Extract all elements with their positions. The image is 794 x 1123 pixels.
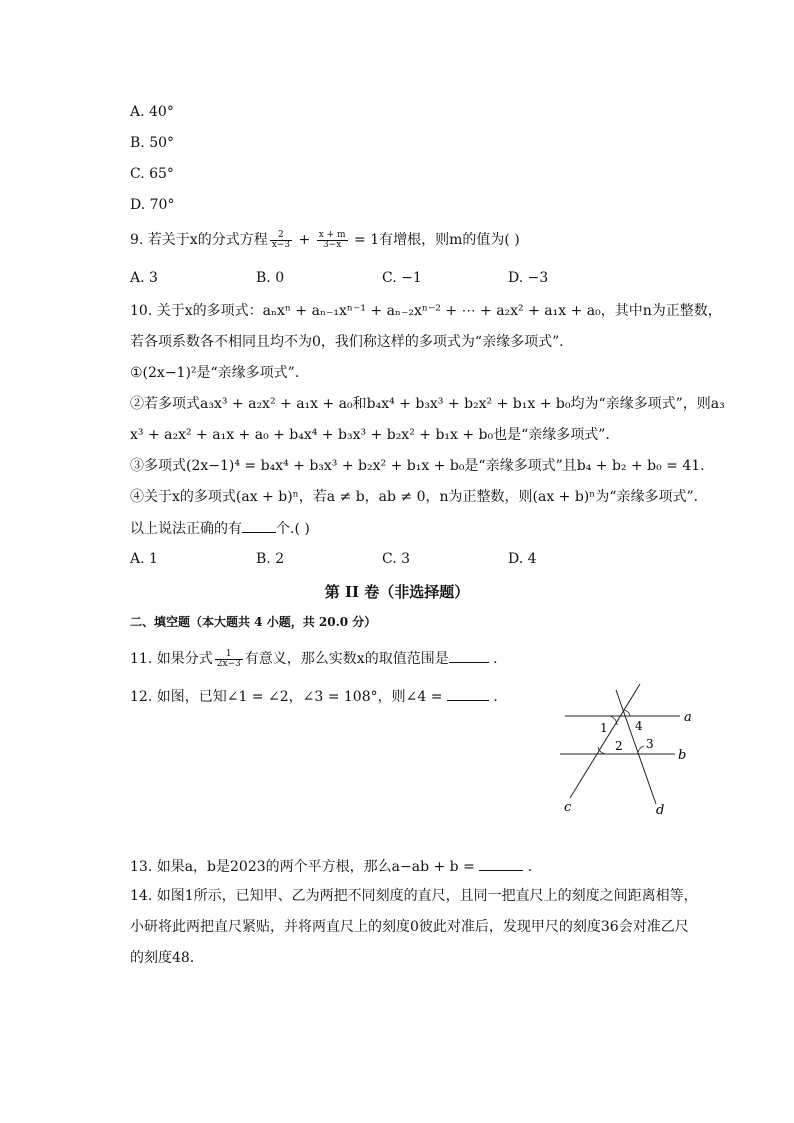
- line-c: [570, 684, 640, 798]
- q9-fraction-2: $\frac{x + m}{3-x}$: [318, 229, 346, 250]
- q9-stem-post: = 1有增根，则m的值为( ): [349, 232, 520, 248]
- label-4: 4: [635, 719, 643, 733]
- q10-option-d: D. 4: [508, 551, 537, 567]
- q8-option-c: C. 65°: [130, 166, 174, 182]
- q10-statement-2b: x³ + a₂x² + a₁x + a₀ + b₄x⁴ + b₃x³ + b₂x² + b₁x + b₀也是“亲缘多项式”．: [130, 427, 620, 443]
- label-b: b: [678, 748, 687, 763]
- q10-question: 以上说法正确的有 个.( ): [130, 518, 310, 539]
- q14-line-2: 小研将此两把直尺紧贴，并将两直尺上的刻度0彼此对准后，发现甲尺的刻度36会对准乙尺: [130, 919, 689, 935]
- label-3: 3: [646, 737, 654, 751]
- q11: 11. 如果分式 $\frac{1}{2x-3}$ 有意义，那么实数x的取值范围是 ．: [130, 648, 508, 669]
- angle-3-arc: [638, 746, 644, 754]
- q11-answer-blank[interactable]: [449, 648, 489, 663]
- q13: 13. 如果a，b是2023的两个平方根，那么a−ab + b = ．: [130, 856, 542, 877]
- label-2: 2: [615, 739, 623, 753]
- q10-statement-4: ④关于x的多项式(ax + b)ⁿ，若a ≠ b，ab ≠ 0，n为正整数，则(ax + b)ⁿ为“亲缘多项式”．: [130, 489, 708, 505]
- q9-stem-pre: 9. 若关于x的分式方程: [130, 232, 268, 248]
- parallel-lines-figure: [560, 680, 710, 820]
- q10-option-b: B. 2: [256, 551, 285, 567]
- q13-answer-blank[interactable]: [479, 856, 523, 871]
- q14-line-1: 14. 如图1所示，已知甲、乙为两把不同刻度的直尺，且同一把直尺上的刻度之间距离相等，: [130, 888, 698, 904]
- q9-option-b: B. 0: [256, 270, 285, 286]
- q12-answer-blank[interactable]: [447, 686, 489, 701]
- label-a: a: [684, 710, 692, 725]
- q10-option-a: A. 1: [130, 551, 158, 567]
- q9-fraction-1: $\frac{2}{x-3}$: [271, 229, 291, 250]
- q8-option-b: B. 50°: [130, 135, 175, 151]
- label-c: c: [564, 800, 572, 815]
- label-d: d: [656, 803, 665, 818]
- q11-fraction: $\frac{1}{2x-3}$: [216, 648, 241, 669]
- section-2-title: 二、填空题（本大题共 4 小题，共 20.0 分）: [130, 615, 377, 629]
- q9-option-c: C. −1: [382, 270, 422, 286]
- q10-option-c: C. 3: [382, 551, 411, 567]
- q12: 12. 如图，已知∠1 = ∠2，∠3 = 108°，则∠4 = ．: [130, 686, 507, 707]
- q10-answer-blank[interactable]: [242, 518, 276, 533]
- q8-option-d: D. 70°: [130, 197, 175, 213]
- q10-statement-1: ①(2x−1)²是“亲缘多项式”．: [130, 365, 309, 381]
- q9-option-a: A. 3: [130, 270, 158, 286]
- angle-2-arc: [598, 747, 606, 754]
- q10-line-1: 10. 关于x的多项式：aₙxⁿ + aₙ₋₁xⁿ⁻¹ + aₙ₋₂xⁿ⁻² + ⋯ + a₂x² + a₁x + a₀，其中n为正整数，: [130, 303, 722, 319]
- label-1: 1: [600, 721, 608, 735]
- q10-statement-3: ③多项式(2x−1)⁴ = b₄x⁴ + b₃x³ + b₂x² + b₁x + b₀是“亲缘多项式”且b₄ + b₂ + b₀ = 41.: [130, 458, 705, 474]
- q9-option-d: D. −3: [508, 270, 549, 286]
- q10-line-2: 若各项系数各不相同且均不为0，我们称这样的多项式为“亲缘多项式”．: [130, 334, 574, 350]
- q9-stem: 9. 若关于x的分式方程 $\frac{2}{x-3}$ + $\frac{x + m}{3-x}$ = 1有增根，则m的值为( ): [130, 229, 520, 250]
- q10-statement-2a: ②若多项式a₃x³ + a₂x² + a₁x + a₀和b₄x⁴ + b₃x³ + b₂x² + b₁x + b₀均为“亲缘多项式”，则a₃: [130, 396, 725, 412]
- q14-line-3: 的刻度48．: [130, 950, 204, 966]
- part-2-title: 第 II 卷（非选择题）: [324, 583, 470, 601]
- q8-option-a: A. 40°: [130, 104, 174, 120]
